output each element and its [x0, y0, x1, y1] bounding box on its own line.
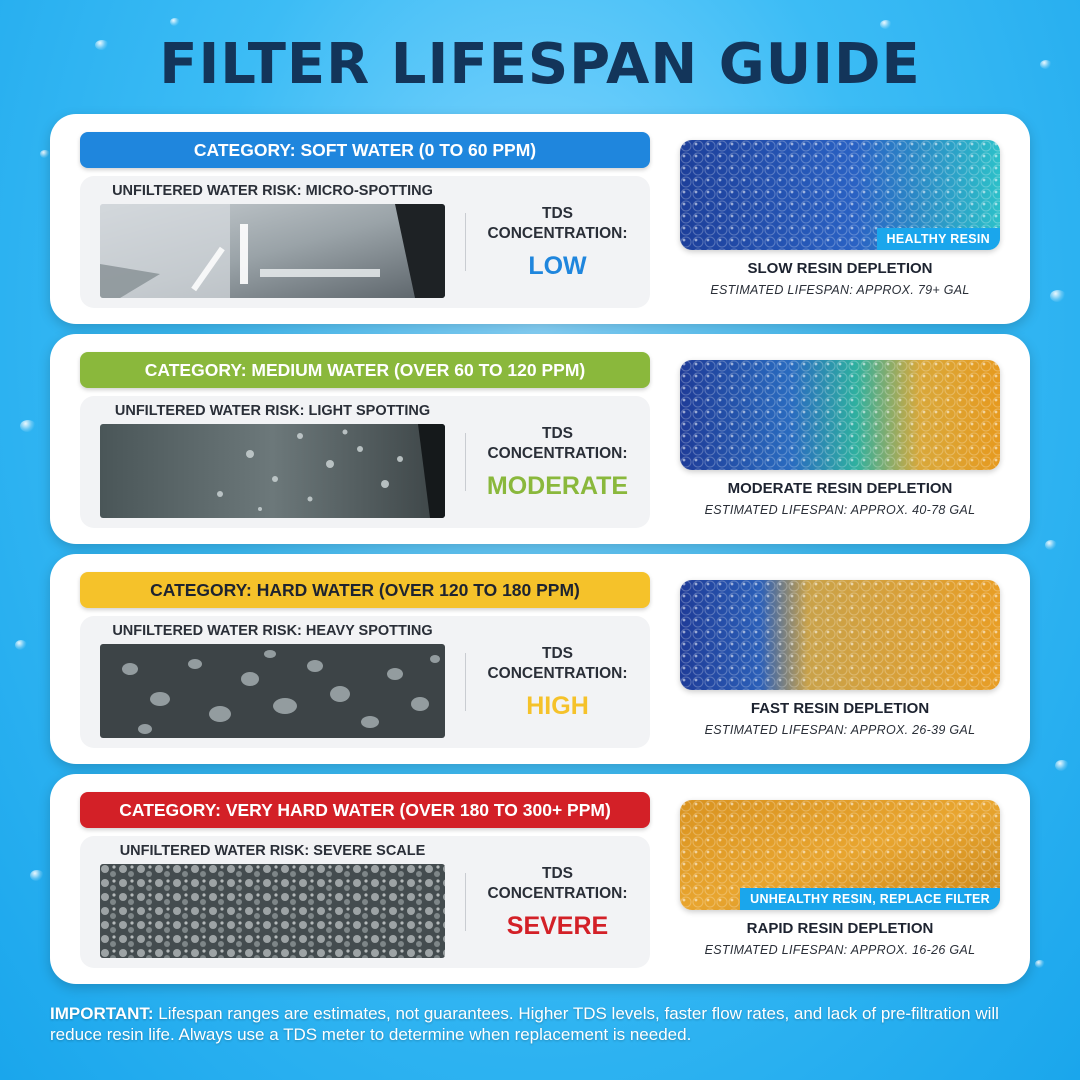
tds-value: HIGH	[526, 692, 589, 720]
divider	[465, 873, 466, 931]
depletion-label: RAPID RESIN DEPLETION	[746, 920, 934, 937]
tds-value: MODERATE	[486, 472, 629, 500]
resin-beads-image	[680, 140, 1000, 250]
page-title: FILTER LIFESPAN GUIDE	[159, 32, 921, 97]
divider	[465, 213, 466, 271]
lifespan-label: ESTIMATED LIFESPAN: APPROX. 26-39 GAL	[704, 723, 976, 737]
risk-panel	[80, 176, 650, 308]
severe-scale-photo	[100, 864, 445, 958]
light-spotting-photo	[100, 424, 445, 518]
divider	[465, 433, 466, 491]
resin-status-tag: HEALTHY RESIN	[877, 228, 1000, 250]
risk-panel	[80, 396, 650, 528]
lifespan-label: ESTIMATED LIFESPAN: APPROX. 16-26 GAL	[704, 943, 976, 957]
category-card-soft	[50, 114, 1030, 324]
category-banner: CATEGORY: HARD WATER (OVER 120 TO 180 PPM)	[80, 572, 650, 608]
depletion-label: MODERATE RESIN DEPLETION	[727, 480, 953, 497]
resin-beads-image	[680, 800, 1000, 910]
category-banner: CATEGORY: SOFT WATER (0 TO 60 PPM)	[80, 132, 650, 168]
tds-label: TDS CONCENTRATION:	[487, 865, 628, 902]
important-note	[50, 1003, 1030, 1045]
risk-label: UNFILTERED WATER RISK: MICRO-SPOTTING	[112, 183, 433, 199]
lifespan-label: ESTIMATED LIFESPAN: APPROX. 79+ GAL	[710, 283, 970, 297]
lifespan-label: ESTIMATED LIFESPAN: APPROX. 40-78 GAL	[704, 503, 976, 517]
tds-label: TDS CONCENTRATION:	[487, 425, 628, 462]
resin-beads-image	[680, 360, 1000, 470]
category-card-very-hard	[50, 774, 1030, 984]
risk-label: UNFILTERED WATER RISK: HEAVY SPOTTING	[112, 623, 433, 639]
resin-beads-image	[680, 580, 1000, 690]
important-text: Lifespan ranges are estimates, not guarantees. Higher TDS levels, faster flow rates, and lack of pre-filtration will reduce resin life. Always use a TDS meter to determine when replacement is needed.	[50, 1004, 999, 1044]
resin-status-tag: UNHEALTHY RESIN, REPLACE FILTER	[740, 888, 1000, 910]
risk-panel	[80, 836, 650, 968]
risk-label: UNFILTERED WATER RISK: SEVERE SCALE	[119, 843, 426, 859]
category-card-medium	[50, 334, 1030, 544]
tds-label: TDS CONCENTRATION:	[487, 645, 628, 682]
tds-value: LOW	[528, 252, 587, 280]
tds-label: TDS CONCENTRATION:	[487, 205, 628, 242]
important-label: IMPORTANT:	[50, 1004, 154, 1023]
category-banner: CATEGORY: VERY HARD WATER (OVER 180 TO 300+ PPM)	[80, 792, 650, 828]
risk-panel	[80, 616, 650, 748]
category-card-hard	[50, 554, 1030, 764]
category-banner: CATEGORY: MEDIUM WATER (OVER 60 TO 120 PPM)	[80, 352, 650, 388]
risk-label: UNFILTERED WATER RISK: LIGHT SPOTTING	[114, 403, 431, 419]
depletion-label: FAST RESIN DEPLETION	[750, 700, 930, 717]
heavy-spotting-photo	[100, 644, 445, 738]
divider	[465, 653, 466, 711]
tds-value: SEVERE	[506, 912, 609, 940]
depletion-label: SLOW RESIN DEPLETION	[747, 260, 933, 277]
micro-spotting-photo	[100, 204, 445, 298]
